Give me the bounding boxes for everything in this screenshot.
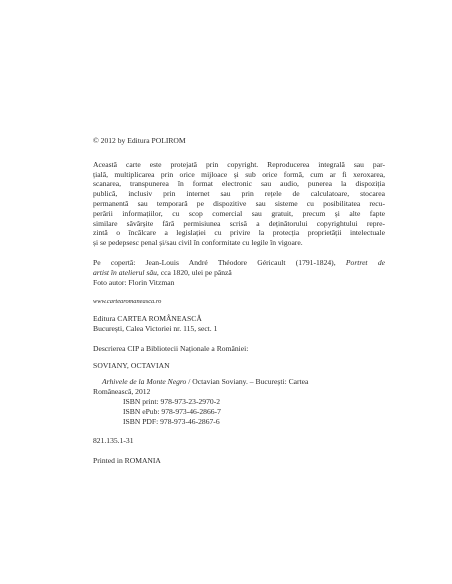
copyright-notice: © 2012 by Editura POLIROM — [93, 136, 186, 145]
cip-heading: Descrierea CIP a Bibliotecii Naționale a României: — [93, 343, 249, 353]
rights-line: Această carte este protejată prin copyright. Reproducerea integrală sau par- — [93, 159, 385, 169]
rights-line: permanentă sau temporară pe dispozitive sau sisteme cu posibilitatea recu- — [93, 198, 385, 208]
cip-book-title: Arhivele de la Monte Negro — [102, 377, 187, 387]
isbn-pdf: ISBN PDF: 978-973-46-2867-6 — [123, 416, 220, 426]
cip-author: SOVIANY, OCTAVIAN — [93, 360, 170, 370]
painting-title-part-1: Portret de — [345, 257, 385, 267]
classification-code: 821.135.1-31 — [93, 436, 134, 446]
cip-title-rest: / Octavian Soviany. – București: Cartea — [188, 377, 309, 387]
publisher-website[interactable]: www.cartearomaneasca.ro — [93, 298, 162, 306]
printed-in: Printed in ROMANIA — [93, 456, 161, 466]
rights-line: publică, inclusiv prin internet sau prin rețele de calculatoare, stocarea — [93, 189, 385, 199]
painting-title-part-2: artist în atelierul său — [93, 267, 157, 277]
painting-details: , cca 1820, ulei pe pânză — [156, 267, 232, 277]
cover-credit-line-2 — [93, 268, 385, 278]
rights-line: zintă o încălcare a legislației cu privire la protecția proprietății intelectuale — [93, 228, 385, 238]
cip-block — [93, 344, 385, 427]
copyright-page — [93, 136, 385, 466]
photo-credit: Foto autor: Florin Vitzman — [93, 277, 175, 287]
isbn-print: ISBN print: 978-973-23-2970-2 — [123, 396, 221, 406]
publisher-address: București, Calea Victoriei nr. 115, sect. 1 — [93, 323, 218, 333]
publisher-block — [93, 314, 385, 334]
rights-line: similare săvârșite fără permisiunea scrisă a deținătorului copyrightului repre- — [93, 218, 385, 228]
isbn-epub: ISBN ePub: 978-973-46-2866-7 — [123, 406, 221, 416]
cip-imprint: Românească, 2012 — [93, 387, 151, 397]
rights-paragraph — [93, 160, 385, 248]
rights-line: scanarea, transpunerea în format electronic sau audio, punerea la dispoziția — [93, 179, 385, 189]
rights-line: perării informațiilor, cu scop comercial sau gratuit, precum și alte fapte — [93, 208, 385, 218]
rights-line: și se pedepsesc penal și/sau civil în conformitate cu legile în vigoare. — [93, 238, 303, 248]
publisher-name: Editura CARTEA ROMÂNEASCĂ — [93, 314, 202, 324]
cip-title-line — [93, 377, 385, 387]
rights-line: țială, multiplicarea prin orice mijloace și sub orice formă, cum ar fi xeroxarea, — [93, 169, 385, 179]
cover-credits — [93, 258, 385, 287]
cover-credit-prefix: Pe copertă: Jean-Louis André Théodore Géricault (1791-1824), — [93, 257, 346, 267]
cover-credit-line-1 — [93, 258, 385, 268]
